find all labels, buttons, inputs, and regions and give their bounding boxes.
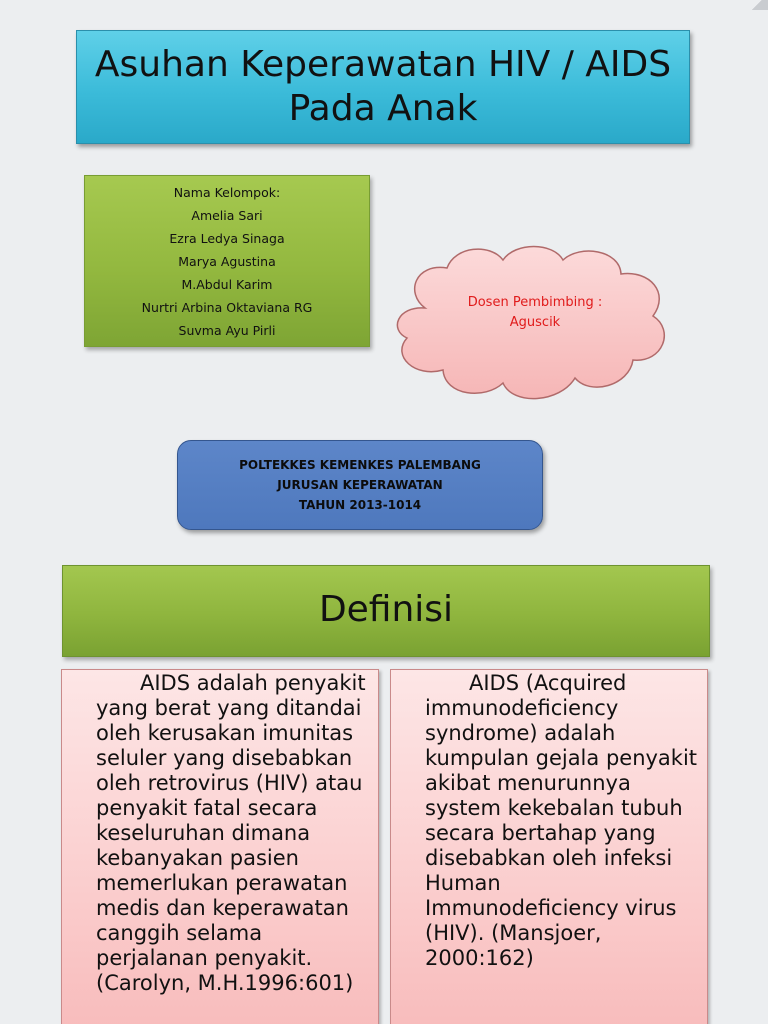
group-member: Amelia Sari [191,207,263,223]
group-member: Ezra Ledya Sinaga [169,230,285,246]
definition-left-text [96,671,378,996]
supervisor-label: Dosen Pembimbing : [467,295,603,310]
text-line: keseluruhan dimana [96,821,311,845]
text-line: immunodeficiency [425,696,619,720]
text-line: (HIV). (Mansjoer, [425,921,602,945]
text-line: medis dan keperawatan [96,896,349,920]
text-line: 2000:162) [425,946,534,970]
text-line: AIDS adalah penyakit [140,671,366,695]
text-line: AIDS (Acquired [469,671,627,695]
definition-header [62,565,710,657]
supervisor-cloud [385,238,675,406]
title-line-2: Pada Anak [288,88,478,129]
page-corner [746,0,768,10]
text-line: (Carolyn, M.H.1996:601) [96,971,354,995]
group-members-box [84,175,370,347]
title-line-1: Asuhan Keperawatan HIV / AIDS [94,44,672,85]
definition-title: Definisi [318,588,454,630]
group-member: M.Abdul Karim [181,276,273,292]
institution-department: JURUSAN KEPERAWATAN [277,478,443,492]
text-line: perjalanan penyakit. [96,946,313,970]
text-line: canggih selama [96,921,263,945]
group-heading: Nama Kelompok: [173,184,281,200]
text-line: yang berat yang ditandai [96,696,362,720]
institution-year: TAHUN 2013-1014 [298,498,422,512]
text-line: system kekebalan tubuh [425,796,683,820]
text-line: seluler yang disebabkan [96,746,353,770]
text-line: disebabkan oleh infeksi [425,846,673,870]
text-line: oleh kerusakan imunitas [96,721,354,745]
group-member: Nurtri Arbina Oktaviana RG [141,299,313,315]
supervisor-name: Aguscik [509,315,561,330]
institution-box [177,440,543,530]
definition-right-text [425,671,707,971]
text-line: syndrome) adalah [425,721,616,745]
definition-right-box [390,669,708,1024]
text-line: kumpulan gejala penyakit [425,746,698,770]
group-member: Suvma Ayu Pirli [178,322,276,338]
definition-left-box [61,669,379,1024]
text-line: Human [425,871,501,895]
text-line: Immunodeficiency virus [425,896,677,920]
text-line: penyakit fatal secara [96,796,318,820]
text-line: memerlukan perawatan [96,871,348,895]
title-box [76,30,690,144]
text-line: akibat menurunnya [425,771,631,795]
institution-name: POLTEKKES KEMENKES PALEMBANG [239,458,481,472]
text-line: secara bertahap yang [425,821,656,845]
supervisor-text [385,293,685,333]
group-member: Marya Agustina [178,253,276,269]
text-line: oleh retrovirus (HIV) atau [96,771,363,795]
text-line: kebanyakan pasien [96,846,299,870]
